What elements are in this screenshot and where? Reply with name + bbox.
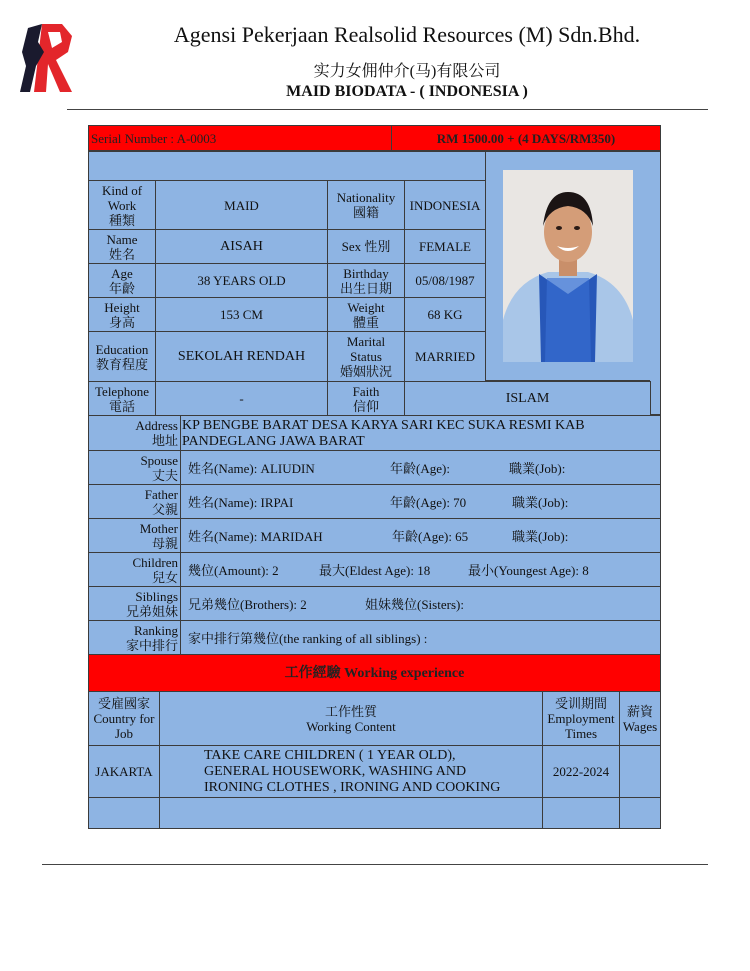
family-label: Siblings 兄弟姐妹 [88, 586, 181, 621]
height-value: 153 CM [155, 297, 328, 332]
address-label: Address 地址 [88, 415, 181, 451]
birthday-label: Birthday 出生日期 [327, 263, 405, 298]
blank-row [88, 151, 486, 181]
family-col1: 家中排行第幾位(the ranking of all siblings) : [188, 630, 428, 646]
height-label: Height 身高 [88, 297, 156, 332]
telephone-label: Telephone 電話 [88, 381, 156, 416]
exp-empty-wages [619, 797, 661, 829]
family-col2: 姐妹幾位(Sisters): [365, 596, 464, 612]
header-content: 工作性質 Working Content [159, 691, 543, 746]
age-value: 38 YEARS OLD [155, 263, 328, 298]
kind-value: MAID [155, 180, 328, 230]
header-divider [67, 109, 708, 110]
family-label: Spouse 丈夫 [88, 450, 181, 485]
telephone-value: - [155, 381, 328, 416]
exp-row-wages [619, 745, 661, 798]
price-label: RM 1500.00 + (4 DAYS/RM350) [391, 125, 661, 151]
header-times: 受训期間 Employment Times [542, 691, 620, 746]
side-strip [650, 151, 661, 415]
exp-row-country: JAKARTA [88, 745, 160, 798]
family-row [180, 586, 661, 621]
sex-label: Sex 性別 [327, 229, 405, 264]
family-col2: 年齡(Age): 70 [390, 494, 467, 510]
faith-label: Faith 信仰 [327, 381, 405, 416]
family-label: Father 父親 [88, 484, 181, 519]
family-label: Mother 母親 [88, 518, 181, 553]
age-label: Age 年齡 [88, 263, 156, 298]
family-row [180, 620, 661, 655]
experience-title: 工作經驗 Working experience [88, 654, 661, 692]
exp-row-times: 2022-2024 [542, 745, 620, 798]
family-row [180, 484, 661, 519]
birthday-value: 05/08/1987 [404, 263, 486, 298]
family-col1: 姓名(Name): ALIUDIN [188, 460, 315, 476]
sex-value: FEMALE [404, 229, 486, 264]
weight-label: Weight 體重 [327, 297, 405, 332]
header-country: 受雇國家 Country for Job [88, 691, 160, 746]
family-col2: 最大(Eldest Age): 18 [319, 562, 431, 578]
nationality-value: INDONESIA [404, 180, 486, 230]
education-label: Education 教育程度 [88, 331, 156, 382]
family-col3: 職業(Job): [512, 494, 569, 510]
header-wages: 薪資 Wages [619, 691, 661, 746]
family-col1: 姓名(Name): IRPAI [188, 494, 294, 510]
family-label: Ranking 家中排行 [88, 620, 181, 655]
name-label: Name 姓名 [88, 229, 156, 264]
nationality-label: Nationality 國籍 [327, 180, 405, 230]
family-col1: 兄弟幾位(Brothers): 2 [188, 596, 307, 612]
marital-value: MARRIED [404, 331, 486, 382]
footer-divider [42, 864, 708, 865]
address-value: KP BENGBE BARAT DESA KARYA SARI KEC SUKA RESMI KAB PANDEGLANG JAWA BARAT [180, 415, 661, 451]
family-label: Children 兒女 [88, 552, 181, 587]
serial-number: Serial Number : A-0003 [88, 125, 392, 151]
name-value: AISAH [155, 229, 328, 264]
family-col1: 幾位(Amount): 2 [188, 562, 279, 578]
family-row [180, 518, 661, 553]
marital-label: Marital Status 婚姻狀況 [327, 331, 405, 382]
exp-empty-times [542, 797, 620, 829]
weight-value: 68 KG [404, 297, 486, 332]
document-title: MAID BIODATA - ( INDONESIA ) [286, 83, 528, 100]
maid-photo [503, 170, 633, 362]
family-col2: 年齡(Age): [390, 460, 450, 476]
exp-row-content: TAKE CARE CHILDREN ( 1 YEAR OLD), GENERAL HOUSEWORK, WASHING AND IRONING CLOTHES , IRONING AND COOKING [159, 745, 543, 798]
exp-empty-country [88, 797, 160, 829]
family-col3: 職業(Job): [509, 460, 566, 476]
exp-empty-content [159, 797, 543, 829]
faith-value: ISLAM [404, 381, 651, 416]
company-name-en: Agensi Pekerjaan Realsolid Resources (M) Sdn.Bhd. [173, 22, 641, 47]
family-row [180, 450, 661, 485]
company-name-zh: 实力女佣仲介(马)有限公司 [313, 63, 501, 80]
family-col3: 最小(Youngest Age): 8 [468, 562, 589, 578]
family-row [180, 552, 661, 587]
kind-label: Kind of Work 種類 [88, 180, 156, 230]
family-col3: 職業(Job): [512, 528, 569, 544]
family-col2: 年齡(Age): 65 [392, 528, 469, 544]
family-col1: 姓名(Name): MARIDAH [188, 528, 323, 544]
education-value: SEKOLAH RENDAH [155, 331, 328, 382]
